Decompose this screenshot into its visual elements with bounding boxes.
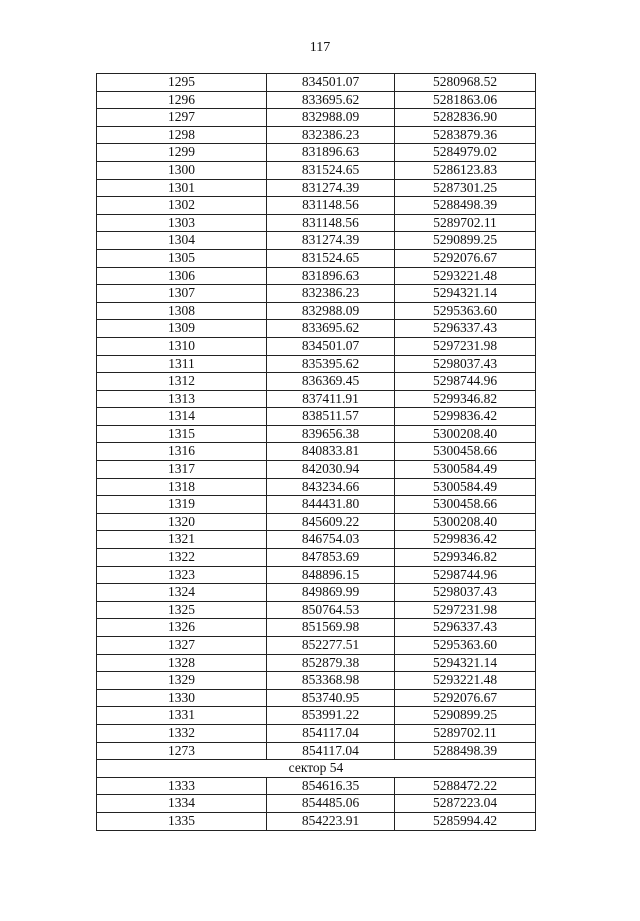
- x-coordinate-cell: 843234.66: [267, 478, 395, 496]
- table-row: [97, 285, 536, 303]
- x-coordinate-cell: 831148.56: [267, 214, 395, 232]
- x-coordinate-cell: 835395.62: [267, 355, 395, 373]
- table-row: [97, 144, 536, 162]
- table-row: [97, 496, 536, 514]
- table-row: [97, 425, 536, 443]
- y-coordinate-cell: 5298037.43: [395, 355, 536, 373]
- point-number-cell: 1333: [97, 777, 267, 795]
- y-coordinate-cell: 5287223.04: [395, 795, 536, 813]
- y-coordinate-cell: 5300584.49: [395, 461, 536, 479]
- x-coordinate-cell: 853991.22: [267, 707, 395, 725]
- x-coordinate-cell: 846754.03: [267, 531, 395, 549]
- table-row: [97, 249, 536, 267]
- table-row: [97, 795, 536, 813]
- y-coordinate-cell: 5283879.36: [395, 126, 536, 144]
- y-coordinate-cell: 5297231.98: [395, 601, 536, 619]
- table-row: [97, 179, 536, 197]
- table-row: [97, 724, 536, 742]
- point-number-cell: 1334: [97, 795, 267, 813]
- y-coordinate-cell: 5285994.42: [395, 812, 536, 830]
- x-coordinate-cell: 845609.22: [267, 513, 395, 531]
- x-coordinate-cell: 840833.81: [267, 443, 395, 461]
- point-number-cell: 1331: [97, 707, 267, 725]
- x-coordinate-cell: 854117.04: [267, 742, 395, 760]
- point-number-cell: 1327: [97, 637, 267, 655]
- x-coordinate-cell: 853740.95: [267, 689, 395, 707]
- y-coordinate-cell: 5288498.39: [395, 197, 536, 215]
- point-number-cell: 1317: [97, 461, 267, 479]
- x-coordinate-cell: 839656.38: [267, 425, 395, 443]
- y-coordinate-cell: 5290899.25: [395, 232, 536, 250]
- table-row: [97, 513, 536, 531]
- point-number-cell: 1301: [97, 179, 267, 197]
- table-row: [97, 373, 536, 391]
- x-coordinate-cell: 837411.91: [267, 390, 395, 408]
- x-coordinate-cell: 834501.07: [267, 74, 395, 92]
- table-row: [97, 390, 536, 408]
- y-coordinate-cell: 5296337.43: [395, 320, 536, 338]
- x-coordinate-cell: 851569.98: [267, 619, 395, 637]
- table-row: [97, 337, 536, 355]
- x-coordinate-cell: 854117.04: [267, 724, 395, 742]
- point-number-cell: 1314: [97, 408, 267, 426]
- y-coordinate-cell: 5300458.66: [395, 496, 536, 514]
- y-coordinate-cell: 5284979.02: [395, 144, 536, 162]
- point-number-cell: 1326: [97, 619, 267, 637]
- coordinates-table-body-bottom: [97, 777, 536, 830]
- point-number-cell: 1295: [97, 74, 267, 92]
- y-coordinate-cell: 5287301.25: [395, 179, 536, 197]
- x-coordinate-cell: 834501.07: [267, 337, 395, 355]
- point-number-cell: 1321: [97, 531, 267, 549]
- y-coordinate-cell: 5292076.67: [395, 689, 536, 707]
- table-row: [97, 461, 536, 479]
- y-coordinate-cell: 5292076.67: [395, 249, 536, 267]
- table-row: [97, 478, 536, 496]
- page-number: 117: [309, 40, 331, 55]
- table-row: [97, 742, 536, 760]
- point-number-cell: 1311: [97, 355, 267, 373]
- x-coordinate-cell: 831896.63: [267, 144, 395, 162]
- point-number-cell: 1306: [97, 267, 267, 285]
- table-row: [97, 531, 536, 549]
- table-row: [97, 161, 536, 179]
- y-coordinate-cell: 5299836.42: [395, 408, 536, 426]
- x-coordinate-cell: 842030.94: [267, 461, 395, 479]
- x-coordinate-cell: 832988.09: [267, 109, 395, 127]
- y-coordinate-cell: 5293221.48: [395, 267, 536, 285]
- point-number-cell: 1329: [97, 672, 267, 690]
- x-coordinate-cell: 832386.23: [267, 285, 395, 303]
- table-row: [97, 707, 536, 725]
- table-row: [97, 777, 536, 795]
- table-row: [97, 672, 536, 690]
- y-coordinate-cell: 5280968.52: [395, 74, 536, 92]
- x-coordinate-cell: 838511.57: [267, 408, 395, 426]
- point-number-cell: 1324: [97, 584, 267, 602]
- x-coordinate-cell: 854616.35: [267, 777, 395, 795]
- x-coordinate-cell: 854485.06: [267, 795, 395, 813]
- table-row: [97, 302, 536, 320]
- y-coordinate-cell: 5289702.11: [395, 724, 536, 742]
- y-coordinate-cell: 5300584.49: [395, 478, 536, 496]
- y-coordinate-cell: 5290899.25: [395, 707, 536, 725]
- y-coordinate-cell: 5288472.22: [395, 777, 536, 795]
- table-row: [97, 355, 536, 373]
- point-number-cell: 1308: [97, 302, 267, 320]
- x-coordinate-cell: 833695.62: [267, 320, 395, 338]
- point-number-cell: 1316: [97, 443, 267, 461]
- table-row: [97, 566, 536, 584]
- point-number-cell: 1310: [97, 337, 267, 355]
- table-row: [97, 109, 536, 127]
- y-coordinate-cell: 5294321.14: [395, 654, 536, 672]
- table-row: [97, 408, 536, 426]
- table-row: [97, 126, 536, 144]
- table-row: [97, 601, 536, 619]
- x-coordinate-cell: 833695.62: [267, 91, 395, 109]
- table-row: [97, 637, 536, 655]
- point-number-cell: 1322: [97, 549, 267, 567]
- y-coordinate-cell: 5299836.42: [395, 531, 536, 549]
- sector-label: сектор 54: [97, 760, 536, 778]
- table-row: [97, 320, 536, 338]
- point-number-cell: 1297: [97, 109, 267, 127]
- x-coordinate-cell: 847853.69: [267, 549, 395, 567]
- y-coordinate-cell: 5298037.43: [395, 584, 536, 602]
- y-coordinate-cell: 5281863.06: [395, 91, 536, 109]
- y-coordinate-cell: 5300208.40: [395, 513, 536, 531]
- y-coordinate-cell: 5299346.82: [395, 390, 536, 408]
- table-row: [97, 197, 536, 215]
- x-coordinate-cell: 853368.98: [267, 672, 395, 690]
- point-number-cell: 1302: [97, 197, 267, 215]
- y-coordinate-cell: 5288498.39: [395, 742, 536, 760]
- x-coordinate-cell: 832988.09: [267, 302, 395, 320]
- y-coordinate-cell: 5282836.90: [395, 109, 536, 127]
- point-number-cell: 1325: [97, 601, 267, 619]
- point-number-cell: 1320: [97, 513, 267, 531]
- y-coordinate-cell: 5295363.60: [395, 637, 536, 655]
- y-coordinate-cell: 5294321.14: [395, 285, 536, 303]
- point-number-cell: 1335: [97, 812, 267, 830]
- y-coordinate-cell: 5299346.82: [395, 549, 536, 567]
- table-row: [97, 74, 536, 92]
- x-coordinate-cell: 831274.39: [267, 232, 395, 250]
- point-number-cell: 1296: [97, 91, 267, 109]
- y-coordinate-cell: 5297231.98: [395, 337, 536, 355]
- point-number-cell: 1332: [97, 724, 267, 742]
- point-number-cell: 1299: [97, 144, 267, 162]
- y-coordinate-cell: 5289702.11: [395, 214, 536, 232]
- point-number-cell: 1300: [97, 161, 267, 179]
- y-coordinate-cell: 5293221.48: [395, 672, 536, 690]
- point-number-cell: 1304: [97, 232, 267, 250]
- sector-row: [97, 760, 536, 778]
- x-coordinate-cell: 831274.39: [267, 179, 395, 197]
- table-row: [97, 91, 536, 109]
- x-coordinate-cell: 852277.51: [267, 637, 395, 655]
- y-coordinate-cell: 5295363.60: [395, 302, 536, 320]
- table-row: [97, 584, 536, 602]
- point-number-cell: 1318: [97, 478, 267, 496]
- point-number-cell: 1330: [97, 689, 267, 707]
- x-coordinate-cell: 844431.80: [267, 496, 395, 514]
- x-coordinate-cell: 850764.53: [267, 601, 395, 619]
- x-coordinate-cell: 854223.91: [267, 812, 395, 830]
- y-coordinate-cell: 5298744.96: [395, 566, 536, 584]
- x-coordinate-cell: 831148.56: [267, 197, 395, 215]
- x-coordinate-cell: 831896.63: [267, 267, 395, 285]
- point-number-cell: 1313: [97, 390, 267, 408]
- point-number-cell: 1319: [97, 496, 267, 514]
- point-number-cell: 1323: [97, 566, 267, 584]
- table-row: [97, 232, 536, 250]
- y-coordinate-cell: 5298744.96: [395, 373, 536, 391]
- coordinates-table: [96, 73, 536, 831]
- x-coordinate-cell: 849869.99: [267, 584, 395, 602]
- point-number-cell: 1328: [97, 654, 267, 672]
- table-row: [97, 443, 536, 461]
- point-number-cell: 1309: [97, 320, 267, 338]
- point-number-cell: 1307: [97, 285, 267, 303]
- table-row: [97, 549, 536, 567]
- point-number-cell: 1273: [97, 742, 267, 760]
- y-coordinate-cell: 5296337.43: [395, 619, 536, 637]
- x-coordinate-cell: 848896.15: [267, 566, 395, 584]
- x-coordinate-cell: 852879.38: [267, 654, 395, 672]
- table-row: [97, 689, 536, 707]
- y-coordinate-cell: 5300208.40: [395, 425, 536, 443]
- table-row: [97, 619, 536, 637]
- y-coordinate-cell: 5286123.83: [395, 161, 536, 179]
- table-row: [97, 267, 536, 285]
- y-coordinate-cell: 5300458.66: [395, 443, 536, 461]
- x-coordinate-cell: 831524.65: [267, 249, 395, 267]
- x-coordinate-cell: 836369.45: [267, 373, 395, 391]
- point-number-cell: 1305: [97, 249, 267, 267]
- point-number-cell: 1298: [97, 126, 267, 144]
- point-number-cell: 1315: [97, 425, 267, 443]
- sector-header-group: [97, 760, 536, 778]
- point-number-cell: 1303: [97, 214, 267, 232]
- table-row: [97, 654, 536, 672]
- table-row: [97, 214, 536, 232]
- x-coordinate-cell: 832386.23: [267, 126, 395, 144]
- point-number-cell: 1312: [97, 373, 267, 391]
- coordinates-table-body-top: [97, 74, 536, 760]
- x-coordinate-cell: 831524.65: [267, 161, 395, 179]
- table-row: [97, 812, 536, 830]
